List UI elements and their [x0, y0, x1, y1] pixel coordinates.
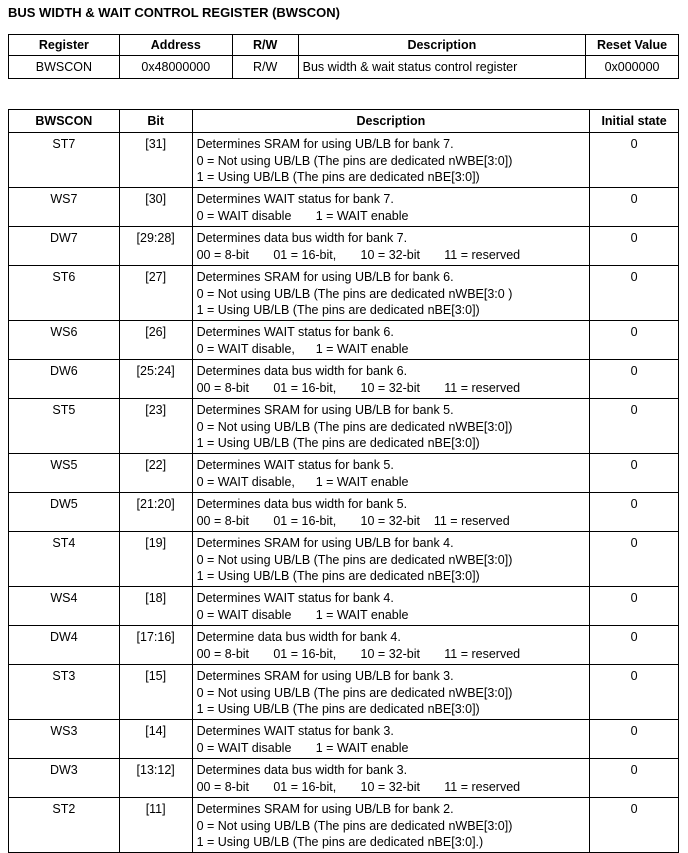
description-line: Determines data bus width for bank 3. [196, 763, 408, 777]
table-row [9, 360, 679, 399]
description-line: Determines WAIT status for bank 3. [196, 724, 394, 738]
field-name: DW5 [9, 493, 120, 532]
field-name: DW3 [9, 759, 120, 798]
register-summary-table [8, 34, 679, 79]
field-name: ST4 [9, 532, 120, 587]
field-description [192, 227, 590, 266]
field-name: WS7 [9, 188, 120, 227]
field-name: ST2 [9, 798, 120, 853]
description-line: 1 = Using UB/LB (The pins are dedicated nBE[3:0]) [196, 170, 480, 184]
field-bit: [22] [119, 454, 192, 493]
bit-field-table [8, 109, 679, 853]
field-initial-state: 0 [590, 399, 679, 454]
summary-header-address: Address [119, 35, 232, 56]
summary-address: 0x48000000 [119, 56, 232, 79]
fields-body [9, 133, 679, 853]
description-line: 0 = WAIT disable, 1 = WAIT enable [196, 341, 409, 356]
fields-header-bit: Bit [119, 110, 192, 133]
field-description [192, 454, 590, 493]
field-bit: [27] [119, 266, 192, 321]
description-line: 00 = 8-bit 01 = 16-bit, 10 = 32-bit 11 = reserved [196, 646, 521, 661]
field-description [192, 532, 590, 587]
description-line: Determines WAIT status for bank 5. [196, 458, 394, 472]
description-line: 1 = Using UB/LB (The pins are dedicated nBE[3:0].) [196, 835, 484, 849]
summary-header-register: Register [9, 35, 120, 56]
summary-header-rw: R/W [232, 35, 298, 56]
field-name: ST3 [9, 665, 120, 720]
summary-reset-value: 0x000000 [586, 56, 679, 79]
field-bit: [21:20] [119, 493, 192, 532]
field-initial-state: 0 [590, 266, 679, 321]
description-line: 0 = WAIT disable, 1 = WAIT enable [196, 474, 409, 489]
field-description [192, 188, 590, 227]
field-bit: [14] [119, 720, 192, 759]
description-line: Determines SRAM for using UB/LB for bank 6. [196, 270, 454, 284]
field-bit: [15] [119, 665, 192, 720]
table-row [9, 798, 679, 853]
description-line: Determines data bus width for bank 7. [196, 231, 408, 245]
description-line: Determines data bus width for bank 6. [196, 364, 408, 378]
fields-header-initial-state: Initial state [590, 110, 679, 133]
summary-row [9, 56, 679, 79]
field-initial-state: 0 [590, 626, 679, 665]
description-line: Determine data bus width for bank 4. [196, 630, 401, 644]
description-line: Determines SRAM for using UB/LB for bank 3. [196, 669, 454, 683]
field-description [192, 360, 590, 399]
field-initial-state: 0 [590, 227, 679, 266]
table-row [9, 266, 679, 321]
page-title: BUS WIDTH & WAIT CONTROL REGISTER (BWSCON) [8, 5, 340, 20]
field-initial-state: 0 [590, 454, 679, 493]
description-line: 00 = 8-bit 01 = 16-bit, 10 = 32-bit 11 = reserved [196, 247, 521, 262]
description-line: 0 = Not using UB/LB (The pins are dedicated nWBE[3:0]) [196, 552, 513, 567]
description-line: 1 = Using UB/LB (The pins are dedicated nBE[3:0]) [196, 569, 480, 583]
table-row [9, 399, 679, 454]
description-line: Determines WAIT status for bank 6. [196, 325, 394, 339]
field-initial-state: 0 [590, 188, 679, 227]
description-line: Determines SRAM for using UB/LB for bank 5. [196, 403, 454, 417]
description-line: 0 = Not using UB/LB (The pins are dedicated nWBE[3:0 ) [196, 286, 513, 301]
summary-register: BWSCON [9, 56, 120, 79]
description-line: Determines SRAM for using UB/LB for bank 2. [196, 802, 454, 816]
description-line: Determines data bus width for bank 5. [196, 497, 408, 511]
table-row [9, 227, 679, 266]
field-initial-state: 0 [590, 587, 679, 626]
description-line: Determines SRAM for using UB/LB for bank 4. [196, 536, 454, 550]
summary-header-row [9, 35, 679, 56]
field-initial-state: 0 [590, 720, 679, 759]
fields-header-row [9, 110, 679, 133]
table-row [9, 665, 679, 720]
field-initial-state: 0 [590, 665, 679, 720]
field-bit: [18] [119, 587, 192, 626]
table-row [9, 454, 679, 493]
field-initial-state: 0 [590, 360, 679, 399]
summary-rw: R/W [232, 56, 298, 79]
field-name: DW6 [9, 360, 120, 399]
field-description [192, 587, 590, 626]
field-bit: [29:28] [119, 227, 192, 266]
description-line: 00 = 8-bit 01 = 16-bit, 10 = 32-bit 11 = reserved [196, 513, 510, 528]
field-bit: [17:16] [119, 626, 192, 665]
description-line: 0 = Not using UB/LB (The pins are dedicated nWBE[3:0]) [196, 153, 513, 168]
description-line: 0 = Not using UB/LB (The pins are dedicated nWBE[3:0]) [196, 685, 513, 700]
table-row [9, 720, 679, 759]
description-line: 0 = Not using UB/LB (The pins are dedicated nWBE[3:0]) [196, 419, 513, 434]
field-description [192, 626, 590, 665]
table-row [9, 759, 679, 798]
description-line: 1 = Using UB/LB (The pins are dedicated nBE[3:0]) [196, 702, 480, 716]
description-line: Determines WAIT status for bank 4. [196, 591, 394, 605]
field-bit: [25:24] [119, 360, 192, 399]
field-initial-state: 0 [590, 493, 679, 532]
fields-header-name: BWSCON [9, 110, 120, 133]
field-description [192, 759, 590, 798]
description-line: 1 = Using UB/LB (The pins are dedicated nBE[3:0]) [196, 436, 480, 450]
field-description [192, 399, 590, 454]
description-line: 1 = Using UB/LB (The pins are dedicated nBE[3:0]) [196, 303, 480, 317]
table-row [9, 133, 679, 188]
table-row [9, 321, 679, 360]
field-initial-state: 0 [590, 798, 679, 853]
field-description [192, 493, 590, 532]
field-bit: [19] [119, 532, 192, 587]
description-line: 0 = WAIT disable 1 = WAIT enable [196, 208, 409, 223]
description-line: 0 = WAIT disable 1 = WAIT enable [196, 740, 409, 755]
field-description [192, 798, 590, 853]
field-initial-state: 0 [590, 321, 679, 360]
table-row [9, 587, 679, 626]
field-name: WS6 [9, 321, 120, 360]
summary-header-reset-value: Reset Value [586, 35, 679, 56]
description-line: 0 = WAIT disable 1 = WAIT enable [196, 607, 409, 622]
description-line: Determines SRAM for using UB/LB for bank 7. [196, 137, 454, 151]
field-name: ST6 [9, 266, 120, 321]
field-name: DW4 [9, 626, 120, 665]
summary-header-description: Description [298, 35, 585, 56]
field-initial-state: 0 [590, 532, 679, 587]
field-description [192, 720, 590, 759]
description-line: 00 = 8-bit 01 = 16-bit, 10 = 32-bit 11 = reserved [196, 380, 521, 395]
field-description [192, 133, 590, 188]
description-line: Determines WAIT status for bank 7. [196, 192, 394, 206]
fields-header-description: Description [192, 110, 590, 133]
table-row [9, 532, 679, 587]
field-bit: [13:12] [119, 759, 192, 798]
table-row [9, 626, 679, 665]
field-description [192, 665, 590, 720]
field-name: ST5 [9, 399, 120, 454]
table-row [9, 188, 679, 227]
field-name: ST7 [9, 133, 120, 188]
field-bit: [26] [119, 321, 192, 360]
field-bit: [23] [119, 399, 192, 454]
field-bit: [30] [119, 188, 192, 227]
description-line: 0 = Not using UB/LB (The pins are dedicated nWBE[3:0]) [196, 818, 513, 833]
field-description [192, 266, 590, 321]
field-name: DW7 [9, 227, 120, 266]
description-line: 00 = 8-bit 01 = 16-bit, 10 = 32-bit 11 = reserved [196, 779, 521, 794]
summary-description: Bus width & wait status control register [298, 56, 585, 79]
field-initial-state: 0 [590, 759, 679, 798]
field-bit: [11] [119, 798, 192, 853]
table-row [9, 493, 679, 532]
field-name: WS5 [9, 454, 120, 493]
field-bit: [31] [119, 133, 192, 188]
field-initial-state: 0 [590, 133, 679, 188]
field-name: WS3 [9, 720, 120, 759]
field-description [192, 321, 590, 360]
field-name: WS4 [9, 587, 120, 626]
